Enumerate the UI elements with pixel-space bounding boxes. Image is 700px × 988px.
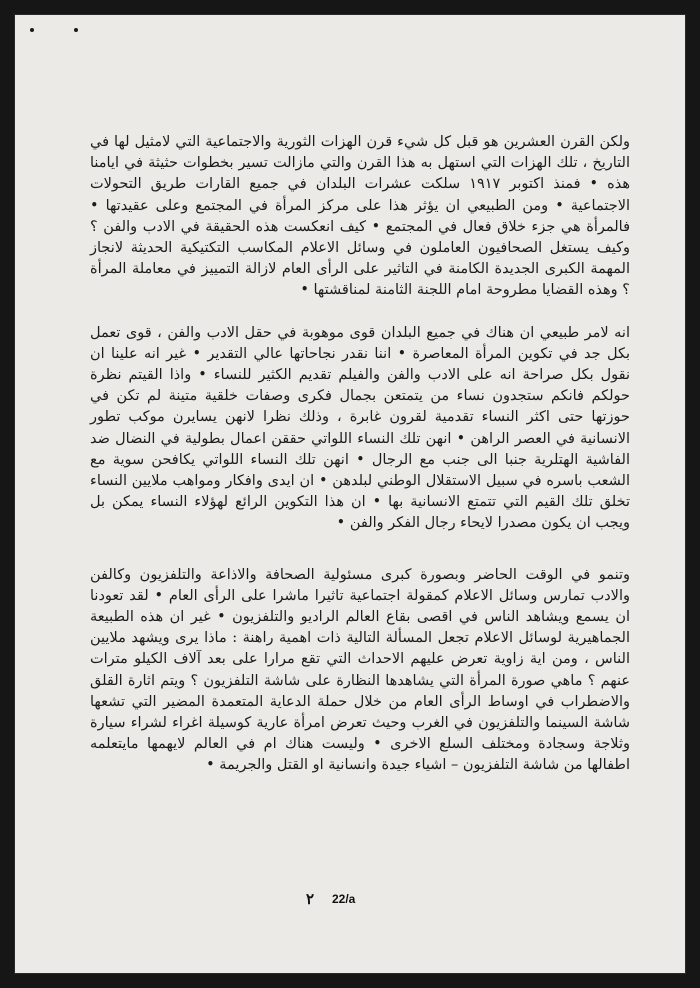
folio-number: 22/a xyxy=(332,892,356,906)
document-page xyxy=(14,14,686,974)
paragraph: وتنمو في الوقت الحاضر وبصورة كبرى مسئولية الصحافة والاذاعة والتلفزيون وكالفن والادب تمارس وسائل الاعلام كمقولة اجتماعية تاثيرا ماشرا على الرأى العام • لقد تعودنا ان يسمع ويشاهد الناس في اقصى بقاع العالم الراديو والتلفزيون • غير ان هذه الطبيعة الجماهيرية لوسائل الاعلام تجعل المسألة التالية ذات اهمية راهنة : ماذا يرى ويشهد ملايين الناس ، ومن اية زاوية تعرض عليهم الاحداث التي تقع مرارا على بعد آلاف الكيلو مترات عنهم ؟ ماهي صورة المرأة التي يشاهدها النظارة على شاشة التلفزيون ؟ ويتم اثارة القلق والاضطراب في اوساط الرأى العام من خلال حملة الدعاية المتعمدة المضير التي تشعها شاشة السينما والتلفزيون في الغرب وحيث تعرض امرأة عارية كوسيلة اغراء لشراء سيارة وثلاجة وسجادة ومختلف السلع الاخرى • وليست هناك ام في العالم لايهمها مايتعلمه اطفالها من شاشة التلفزيون – اشياء جيدة وانسانية او القتل والجريمة • xyxy=(90,566,630,774)
paragraph: ولكن القرن العشرين هو قبل كل شيء قرن الهزات الثورية والاجتماعية التي لامثيل لها في التاريخ ، تلك الهزات التي استهل به هذا القرن والتي مازالت تسير بخطوات حثيثة في ايامنا هذه • فمنذ اكتوبر ١٩١٧ سلكت عشرات البلدان في جميع القارات طريق التحولات الاجتماعية • ومن الطبيعي ان يؤثر هذا على مركز المرأة في المجتمع وعلى عقيدتها • فالمرأة هي جزء خلاق فعال في المجتمع • كيف انعكست هذه الحقيقة في الادب والفن ؟ وكيف يستغل الصحافيون العاملون في وسائل الاعلام المكاسب التكتيكية الحديثة لانجاز المهمة الكبرى الجديدة الكامنة في التاثير على الرأى العام لازالة التمييز في معاملة المرأة ؟ وهذه القضايا مطروحة امام اللجنة الثامنة لمناقشتها • xyxy=(90,134,630,299)
page-number: ٢ xyxy=(306,890,315,908)
paragraph: انه لامر طبيعي ان هناك في جميع البلدان قوى موهوبة في حقل الادب والفن ، قوى تعمل بكل جد في تكوين المرأة المعاصرة • اننا نقدر نجاحاتها عالي التقدير • غير انه علينا ان نقول بكل صراحة انه على الادب والفن والفيلم تقديم الكثير للنساء • واذا القيتم نظرة حولكم فانكم ستجدون نساء من يتمتعن بجمال فكرى وصفات خلقية متينة لم تكن في حوزتها حتى اكثر النساء تقدمية لقرون غابرة ، وذلك نظرا لانهن يسايرن موكب تطور الانسانية في العصر الراهن • انهن تلك النساء اللواتي حققن اعمال بطولية في النضال ضد الفاشية الهتلرية جنبا الى جنب مع الرجال • انهن تلك النساء اللواتي يكافحن سوية مع الشعب باسره في سبيل الاستقلال الوطني لبلدهن • ان ايدى وافكار ومواهب ملايين النساء تخلق تلك القيم التي تتمتع الانسانية بها • ان هذا التكوين الرائع لهؤلاء النساء يمكن بل ويجب ان يكون مصدرا لايحاء رجال الفكر والفن • xyxy=(90,324,630,532)
ink-dot xyxy=(74,28,78,32)
body-text xyxy=(90,132,630,777)
ink-dot xyxy=(30,28,34,32)
